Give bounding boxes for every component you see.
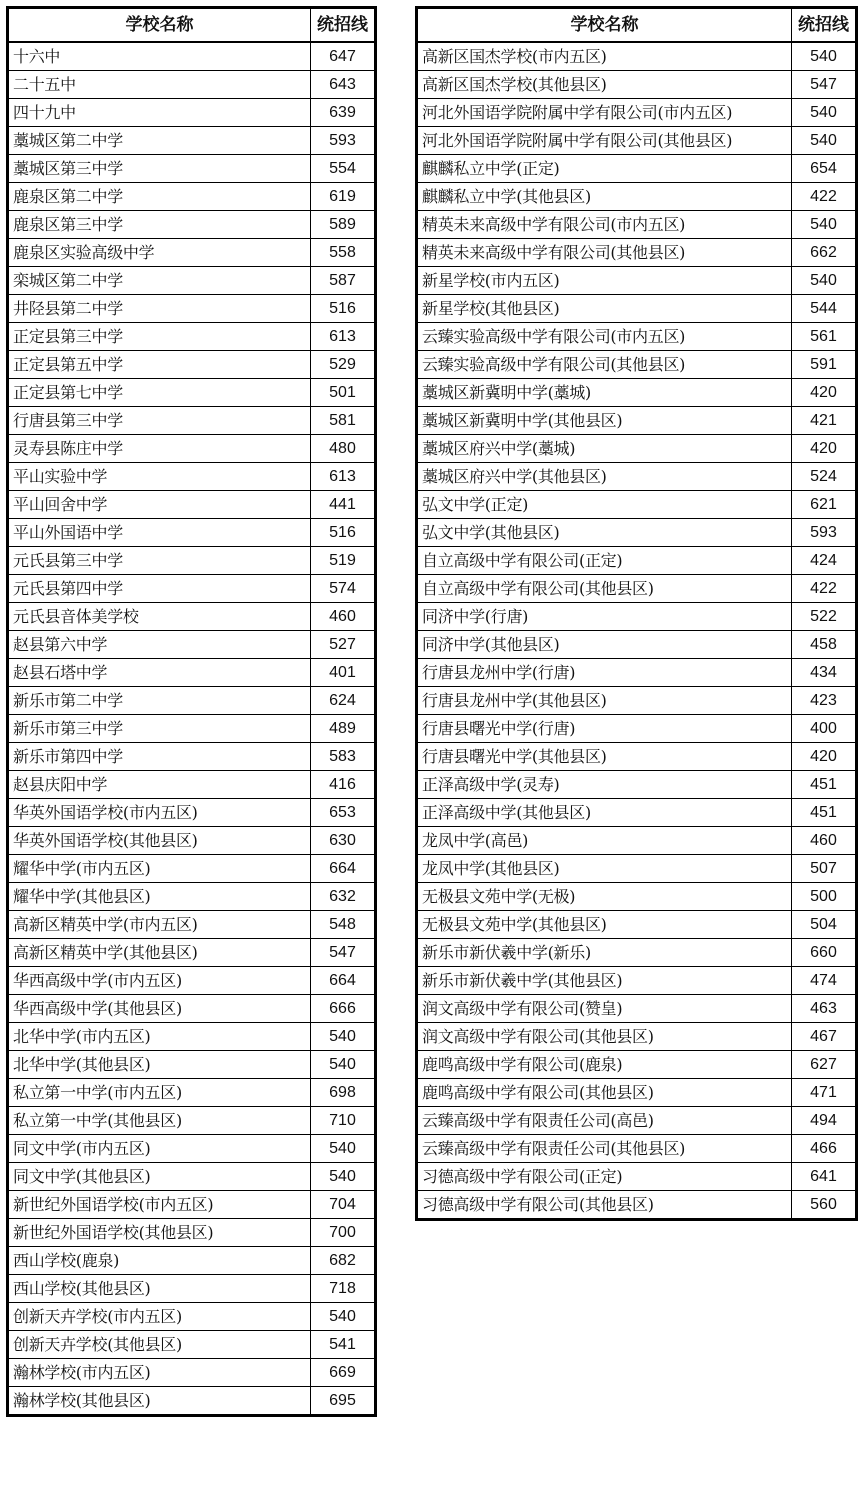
- admission-score: 527: [311, 631, 376, 659]
- table-row: [417, 1191, 857, 1220]
- admission-score: 507: [792, 855, 857, 883]
- school-name: 藁城区府兴中学(藁城): [417, 435, 792, 463]
- admission-score: 540: [792, 99, 857, 127]
- school-name: 新乐市第二中学: [8, 687, 311, 715]
- admission-score: 548: [311, 911, 376, 939]
- admission-score: 662: [792, 239, 857, 267]
- table-row: [8, 631, 376, 659]
- table-row: [417, 267, 857, 295]
- school-name: 新星学校(其他县区): [417, 295, 792, 323]
- school-name: 同文中学(其他县区): [8, 1163, 311, 1191]
- table-row: [417, 799, 857, 827]
- table-row: [417, 631, 857, 659]
- table-row: [8, 1107, 376, 1135]
- table-row: [417, 743, 857, 771]
- table-row: [417, 827, 857, 855]
- table-row: [8, 827, 376, 855]
- school-name: 新乐市第四中学: [8, 743, 311, 771]
- table-row: [417, 351, 857, 379]
- table-row: [8, 71, 376, 99]
- school-name: 新世纪外国语学校(其他县区): [8, 1219, 311, 1247]
- admission-score: 544: [792, 295, 857, 323]
- school-name: 华西高级中学(其他县区): [8, 995, 311, 1023]
- school-name: 西山学校(其他县区): [8, 1275, 311, 1303]
- admission-score: 422: [792, 183, 857, 211]
- table-row: [8, 1331, 376, 1359]
- admission-score: 704: [311, 1191, 376, 1219]
- table-row: [8, 1247, 376, 1275]
- table-row: [417, 71, 857, 99]
- table-row: [417, 1079, 857, 1107]
- admission-score: 669: [311, 1359, 376, 1387]
- school-name: 鹿鸣高级中学有限公司(鹿泉): [417, 1051, 792, 1079]
- table-row: [417, 911, 857, 939]
- school-name: 私立第一中学(市内五区): [8, 1079, 311, 1107]
- school-name: 龙凤中学(其他县区): [417, 855, 792, 883]
- admission-score: 423: [792, 687, 857, 715]
- table-row: [417, 603, 857, 631]
- admission-score: 540: [311, 1135, 376, 1163]
- school-name: 云臻实验高级中学有限公司(其他县区): [417, 351, 792, 379]
- table-row: [8, 1051, 376, 1079]
- table-row: [417, 547, 857, 575]
- table-row: [417, 99, 857, 127]
- admission-score: 561: [792, 323, 857, 351]
- school-name: 鹿泉区实验高级中学: [8, 239, 311, 267]
- table-row: [8, 1275, 376, 1303]
- table-row: [8, 99, 376, 127]
- school-name: 藁城区第三中学: [8, 155, 311, 183]
- admission-score: 401: [311, 659, 376, 687]
- admission-score: 540: [311, 1051, 376, 1079]
- admission-score: 591: [792, 351, 857, 379]
- table-row: [417, 491, 857, 519]
- table-row: [417, 1163, 857, 1191]
- school-name: 同济中学(行唐): [417, 603, 792, 631]
- admission-score: 504: [792, 911, 857, 939]
- table-row: [8, 1303, 376, 1331]
- school-name: 元氏县音体美学校: [8, 603, 311, 631]
- table-row: [8, 463, 376, 491]
- table-row: [417, 211, 857, 239]
- table-row: [8, 1079, 376, 1107]
- admission-score: 524: [792, 463, 857, 491]
- admission-score: 519: [311, 547, 376, 575]
- table-row: [8, 547, 376, 575]
- table-row: [417, 295, 857, 323]
- table-row: [8, 1163, 376, 1191]
- school-name: 行唐县曙光中学(其他县区): [417, 743, 792, 771]
- header-row: [417, 8, 857, 43]
- admission-score: 540: [792, 267, 857, 295]
- school-name: 行唐县龙州中学(其他县区): [417, 687, 792, 715]
- admission-score: 664: [311, 967, 376, 995]
- table-row: [8, 211, 376, 239]
- admission-score: 613: [311, 323, 376, 351]
- school-name: 西山学校(鹿泉): [8, 1247, 311, 1275]
- table-row: [417, 575, 857, 603]
- table-row: [417, 42, 857, 71]
- table-row: [417, 995, 857, 1023]
- school-name: 鹿泉区第二中学: [8, 183, 311, 211]
- school-name: 鹿鸣高级中学有限公司(其他县区): [417, 1079, 792, 1107]
- admission-score: 630: [311, 827, 376, 855]
- table-row: [8, 183, 376, 211]
- school-name: 元氏县第四中学: [8, 575, 311, 603]
- admission-score: 522: [792, 603, 857, 631]
- admission-score: 698: [311, 1079, 376, 1107]
- school-name: 无极县文苑中学(无极): [417, 883, 792, 911]
- school-name: 赵县庆阳中学: [8, 771, 311, 799]
- admission-score: 593: [311, 127, 376, 155]
- school-name: 创新天卉学校(其他县区): [8, 1331, 311, 1359]
- school-name: 平山实验中学: [8, 463, 311, 491]
- school-name: 行唐县第三中学: [8, 407, 311, 435]
- admission-score: 467: [792, 1023, 857, 1051]
- score-table-left: [6, 6, 377, 1417]
- admission-score: 641: [792, 1163, 857, 1191]
- table-row: [8, 715, 376, 743]
- school-name: 新乐市第三中学: [8, 715, 311, 743]
- school-name: 行唐县龙州中学(行唐): [417, 659, 792, 687]
- school-name: 华英外国语学校(市内五区): [8, 799, 311, 827]
- table-row: [417, 519, 857, 547]
- admission-score: 695: [311, 1387, 376, 1416]
- admission-score: 560: [792, 1191, 857, 1220]
- school-name: 精英未来高级中学有限公司(其他县区): [417, 239, 792, 267]
- table-row: [8, 239, 376, 267]
- school-name: 藁城区新冀明中学(藁城): [417, 379, 792, 407]
- admission-score: 639: [311, 99, 376, 127]
- school-name: 龙凤中学(高邑): [417, 827, 792, 855]
- table-row: [417, 855, 857, 883]
- table-row: [8, 967, 376, 995]
- admission-score: 516: [311, 295, 376, 323]
- table-row: [417, 659, 857, 687]
- admission-score: 583: [311, 743, 376, 771]
- table-row: [417, 463, 857, 491]
- table-row: [8, 435, 376, 463]
- table-row: [8, 575, 376, 603]
- school-name: 正定县第七中学: [8, 379, 311, 407]
- school-name: 习德高级中学有限公司(其他县区): [417, 1191, 792, 1220]
- admission-score: 422: [792, 575, 857, 603]
- table-row: [417, 883, 857, 911]
- table-row: [417, 1023, 857, 1051]
- school-name: 新乐市新伏羲中学(其他县区): [417, 967, 792, 995]
- table-row: [8, 1191, 376, 1219]
- admission-score: 540: [311, 1023, 376, 1051]
- school-name: 习德高级中学有限公司(正定): [417, 1163, 792, 1191]
- school-name: 瀚林学校(其他县区): [8, 1387, 311, 1416]
- table-row: [417, 715, 857, 743]
- school-name: 栾城区第二中学: [8, 267, 311, 295]
- school-name: 平山外国语中学: [8, 519, 311, 547]
- table-row: [8, 1023, 376, 1051]
- school-name: 藁城区新冀明中学(其他县区): [417, 407, 792, 435]
- school-name: 自立高级中学有限公司(正定): [417, 547, 792, 575]
- school-name: 正定县第五中学: [8, 351, 311, 379]
- admission-score: 632: [311, 883, 376, 911]
- admission-score: 700: [311, 1219, 376, 1247]
- table-row: [8, 687, 376, 715]
- school-name: 耀华中学(市内五区): [8, 855, 311, 883]
- admission-score: 451: [792, 771, 857, 799]
- table-row: [417, 687, 857, 715]
- admission-score: 710: [311, 1107, 376, 1135]
- admission-score: 589: [311, 211, 376, 239]
- admission-score: 424: [792, 547, 857, 575]
- admission-score: 489: [311, 715, 376, 743]
- school-name: 高新区国杰学校(市内五区): [417, 42, 792, 71]
- school-name: 瀚林学校(市内五区): [8, 1359, 311, 1387]
- school-name: 耀华中学(其他县区): [8, 883, 311, 911]
- school-name: 高新区国杰学校(其他县区): [417, 71, 792, 99]
- table-row: [417, 155, 857, 183]
- admission-score: 660: [792, 939, 857, 967]
- admission-score: 664: [311, 855, 376, 883]
- school-name: 四十九中: [8, 99, 311, 127]
- admission-score: 621: [792, 491, 857, 519]
- admission-score: 540: [311, 1303, 376, 1331]
- table-row: [8, 1387, 376, 1416]
- school-name: 私立第一中学(其他县区): [8, 1107, 311, 1135]
- table-row: [8, 491, 376, 519]
- table-row: [8, 743, 376, 771]
- admission-score: 587: [311, 267, 376, 295]
- admission-score: 643: [311, 71, 376, 99]
- admission-score: 574: [311, 575, 376, 603]
- table-row: [8, 799, 376, 827]
- school-name: 鹿泉区第三中学: [8, 211, 311, 239]
- table-row: [8, 771, 376, 799]
- school-name: 润文高级中学有限公司(赞皇): [417, 995, 792, 1023]
- table-row: [8, 407, 376, 435]
- table-row: [8, 883, 376, 911]
- admission-score: 460: [311, 603, 376, 631]
- school-name: 高新区精英中学(其他县区): [8, 939, 311, 967]
- school-name: 平山回舍中学: [8, 491, 311, 519]
- school-name: 麒麟私立中学(正定): [417, 155, 792, 183]
- admission-score: 494: [792, 1107, 857, 1135]
- table-row: [8, 155, 376, 183]
- school-name: 弘文中学(正定): [417, 491, 792, 519]
- table-row: [8, 127, 376, 155]
- table-row: [417, 379, 857, 407]
- admission-score: 541: [311, 1331, 376, 1359]
- school-name: 新世纪外国语学校(市内五区): [8, 1191, 311, 1219]
- admission-score: 666: [311, 995, 376, 1023]
- school-name: 高新区精英中学(市内五区): [8, 911, 311, 939]
- admission-score: 400: [792, 715, 857, 743]
- school-name: 二十五中: [8, 71, 311, 99]
- admission-score: 558: [311, 239, 376, 267]
- table-row: [8, 1135, 376, 1163]
- admission-score: 421: [792, 407, 857, 435]
- admission-score: 540: [792, 127, 857, 155]
- school-name: 北华中学(市内五区): [8, 1023, 311, 1051]
- admission-score: 613: [311, 463, 376, 491]
- school-name: 无极县文苑中学(其他县区): [417, 911, 792, 939]
- table-row: [8, 295, 376, 323]
- admission-score: 540: [311, 1163, 376, 1191]
- admission-score: 420: [792, 435, 857, 463]
- table-row: [8, 939, 376, 967]
- table-row: [417, 323, 857, 351]
- school-name: 行唐县曙光中学(行唐): [417, 715, 792, 743]
- admission-score: 624: [311, 687, 376, 715]
- table-row: [417, 183, 857, 211]
- admission-score: 466: [792, 1135, 857, 1163]
- table-row: [8, 995, 376, 1023]
- admission-score: 619: [311, 183, 376, 211]
- school-name: 华西高级中学(市内五区): [8, 967, 311, 995]
- admission-score: 529: [311, 351, 376, 379]
- admission-score: 441: [311, 491, 376, 519]
- admission-score: 480: [311, 435, 376, 463]
- school-name: 河北外国语学院附属中学有限公司(市内五区): [417, 99, 792, 127]
- table-row: [8, 519, 376, 547]
- table-row: [8, 1359, 376, 1387]
- admission-score: 458: [792, 631, 857, 659]
- school-name: 同济中学(其他县区): [417, 631, 792, 659]
- admission-score: 654: [792, 155, 857, 183]
- admission-score: 460: [792, 827, 857, 855]
- table-row: [417, 407, 857, 435]
- score-header: 统招线: [311, 8, 376, 43]
- table-row: [417, 1135, 857, 1163]
- admission-score: 581: [311, 407, 376, 435]
- school-name: 正泽高级中学(灵寿): [417, 771, 792, 799]
- school-name: 云臻高级中学有限责任公司(其他县区): [417, 1135, 792, 1163]
- admission-score: 471: [792, 1079, 857, 1107]
- school-name: 井陉县第二中学: [8, 295, 311, 323]
- admission-score: 416: [311, 771, 376, 799]
- table-row: [8, 351, 376, 379]
- school-name: 河北外国语学院附属中学有限公司(其他县区): [417, 127, 792, 155]
- admission-score: 540: [792, 211, 857, 239]
- table-row: [417, 967, 857, 995]
- table-row: [8, 1219, 376, 1247]
- admission-score: 540: [792, 42, 857, 71]
- school-name: 自立高级中学有限公司(其他县区): [417, 575, 792, 603]
- school-name: 华英外国语学校(其他县区): [8, 827, 311, 855]
- school-name: 正定县第三中学: [8, 323, 311, 351]
- school-name: 麒麟私立中学(其他县区): [417, 183, 792, 211]
- table-row: [417, 771, 857, 799]
- school-name: 云臻实验高级中学有限公司(市内五区): [417, 323, 792, 351]
- school-name: 藁城区第二中学: [8, 127, 311, 155]
- school-name: 元氏县第三中学: [8, 547, 311, 575]
- header-row: [8, 8, 376, 43]
- school-name: 新乐市新伏羲中学(新乐): [417, 939, 792, 967]
- table-row: [417, 435, 857, 463]
- admission-score: 451: [792, 799, 857, 827]
- admission-score: 434: [792, 659, 857, 687]
- table-row: [417, 239, 857, 267]
- table-row: [417, 939, 857, 967]
- admission-score: 420: [792, 743, 857, 771]
- table-row: [417, 1107, 857, 1135]
- school-name: 云臻高级中学有限责任公司(高邑): [417, 1107, 792, 1135]
- admission-score: 547: [792, 71, 857, 99]
- table-row: [8, 379, 376, 407]
- school-name: 精英未来高级中学有限公司(市内五区): [417, 211, 792, 239]
- table-row: [417, 127, 857, 155]
- school-name: 灵寿县陈庄中学: [8, 435, 311, 463]
- score-header: 统招线: [792, 8, 857, 43]
- table-row: [8, 855, 376, 883]
- table-row: [8, 42, 376, 71]
- table-row: [8, 603, 376, 631]
- admission-score: 516: [311, 519, 376, 547]
- table-row: [417, 1051, 857, 1079]
- admission-score: 500: [792, 883, 857, 911]
- table-row: [8, 659, 376, 687]
- school-name: 赵县石塔中学: [8, 659, 311, 687]
- school-name: 北华中学(其他县区): [8, 1051, 311, 1079]
- school-name: 同文中学(市内五区): [8, 1135, 311, 1163]
- admission-score: 474: [792, 967, 857, 995]
- admission-score: 501: [311, 379, 376, 407]
- school-name: 润文高级中学有限公司(其他县区): [417, 1023, 792, 1051]
- admission-score: 718: [311, 1275, 376, 1303]
- school-name-header: 学校名称: [417, 8, 792, 43]
- school-name: 新星学校(市内五区): [417, 267, 792, 295]
- school-name: 弘文中学(其他县区): [417, 519, 792, 547]
- table-row: [8, 267, 376, 295]
- admission-score: 554: [311, 155, 376, 183]
- admission-score: 682: [311, 1247, 376, 1275]
- table-row: [8, 911, 376, 939]
- admission-score: 420: [792, 379, 857, 407]
- admission-score: 463: [792, 995, 857, 1023]
- school-name-header: 学校名称: [8, 8, 311, 43]
- table-row: [8, 323, 376, 351]
- admission-score: 547: [311, 939, 376, 967]
- score-table-right: [415, 6, 858, 1221]
- school-name: 正泽高级中学(其他县区): [417, 799, 792, 827]
- school-name: 藁城区府兴中学(其他县区): [417, 463, 792, 491]
- school-name: 赵县第六中学: [8, 631, 311, 659]
- admission-score: 593: [792, 519, 857, 547]
- admission-score: 647: [311, 42, 376, 71]
- school-name: 十六中: [8, 42, 311, 71]
- school-name: 创新天卉学校(市内五区): [8, 1303, 311, 1331]
- admission-score: 653: [311, 799, 376, 827]
- admission-score: 627: [792, 1051, 857, 1079]
